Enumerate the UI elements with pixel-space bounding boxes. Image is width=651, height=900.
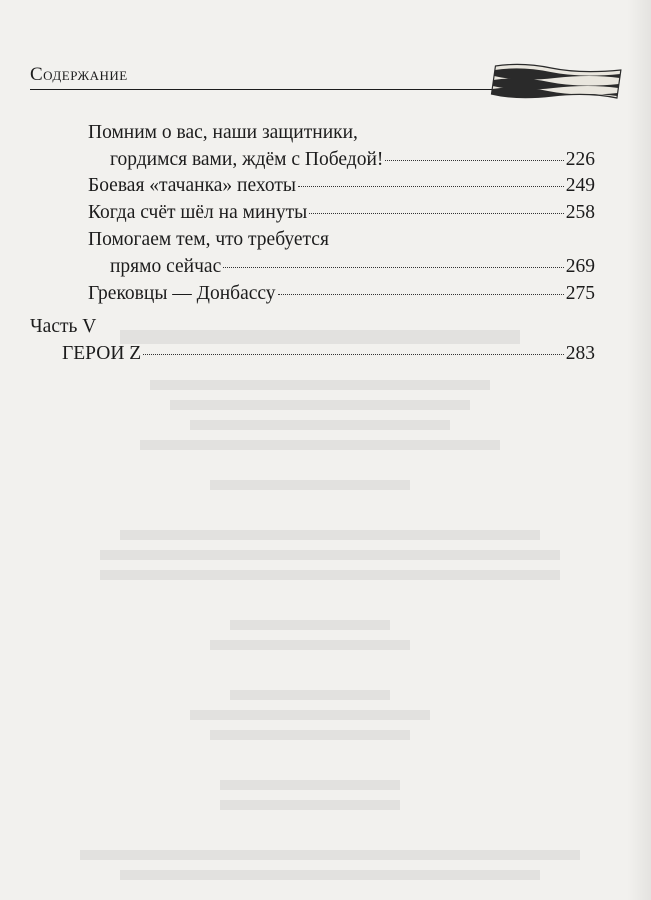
running-header [30,62,595,92]
toc-entry-1[interactable] [110,148,595,172]
toc-entry-5-text: Грековцы — Донбассу [88,283,276,304]
toc-entry-4-line1: Помогаем тем, что требуется [88,229,329,250]
toc-entry-3-text: Когда счёт шёл на минуты [88,202,308,223]
toc-entry-1-line2: гордимся вами, ждём с Победой! [110,149,384,170]
header-rule [30,89,500,90]
page-edge-shadow [627,0,651,900]
toc-entry-4-line2: прямо сейчас [110,256,222,277]
leader-dots [223,266,564,268]
toc-entry-3[interactable] [88,201,595,225]
toc-entry-3-page: 258 [565,202,595,223]
st-george-ribbon-icon [482,62,627,102]
toc-entry-4[interactable] [110,255,595,279]
toc-entry-2-page: 249 [565,175,595,196]
leader-dots [309,212,564,214]
part-5-page: 283 [565,343,595,364]
header-title: Содержание [30,64,128,85]
toc-entry-2-text: Боевая «тачанка» пехоты [88,175,296,196]
part-5-title: ГЕРОИ Z [62,343,142,364]
leader-dots [278,293,564,295]
leader-dots [298,185,564,187]
leader-dots [385,159,563,161]
toc-entry-5-page: 275 [565,283,595,304]
toc-entry-2[interactable] [88,174,595,198]
toc-entry-1-page: 226 [565,149,595,170]
toc-entry-1-line1: Помним о вас, наши защитники, [88,122,358,143]
show-through-texture [60,300,580,900]
toc-entry-4-page: 269 [565,256,595,277]
part-5-label: Часть V [30,316,97,337]
